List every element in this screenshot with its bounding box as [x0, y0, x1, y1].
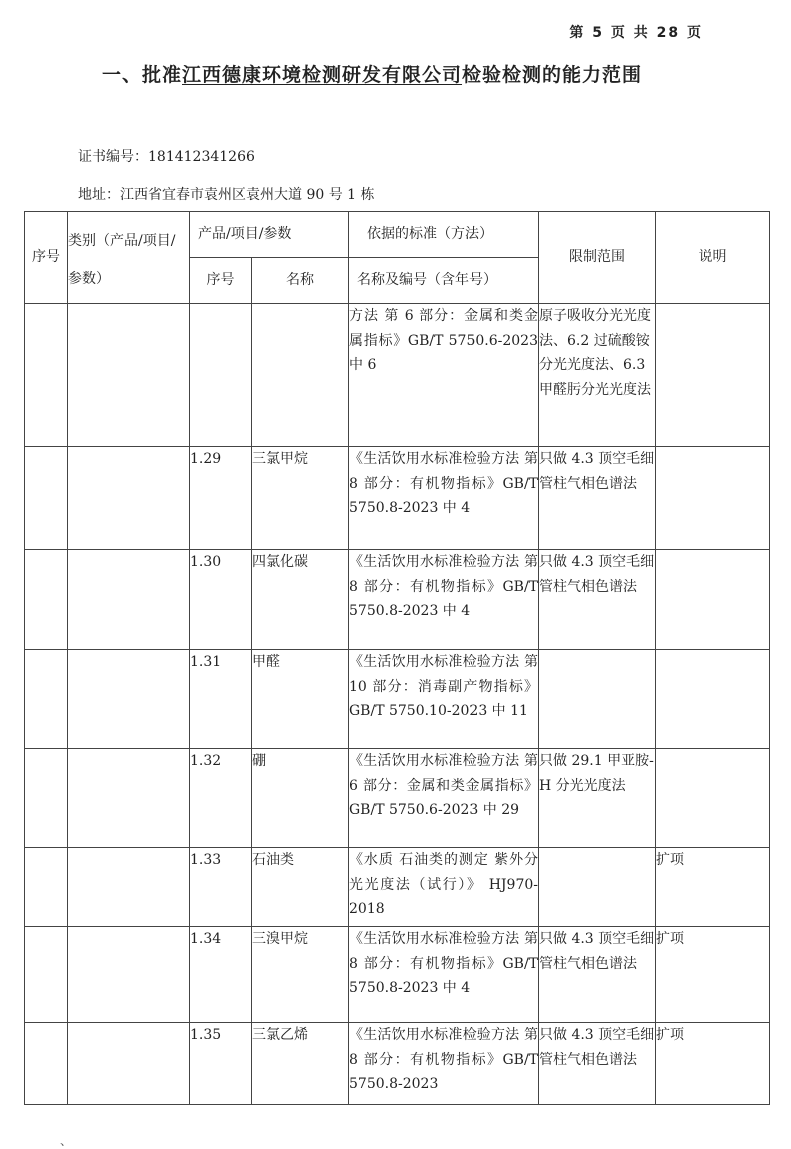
- row-note: [656, 650, 770, 749]
- row-note: [656, 749, 770, 848]
- table-row: [25, 1023, 770, 1105]
- row-seq: [25, 447, 68, 550]
- row-category: [68, 848, 190, 927]
- row-name: 甲醛: [252, 650, 349, 749]
- row-category: [68, 650, 190, 749]
- certificate-number: 证书编号：181412341266: [78, 149, 255, 165]
- row-no: 1.32: [190, 749, 252, 848]
- table-row: [25, 447, 770, 550]
- row-seq: [25, 304, 68, 447]
- title-suffix: 检验检测的能力范围: [462, 64, 643, 86]
- row-name: 三氯甲烷: [252, 447, 349, 550]
- row-category: [68, 749, 190, 848]
- row-limit: 原子吸收分光光度法、6.2 过硫酸铵分光光度法、6.3 甲醛肟分光光度法: [539, 304, 656, 447]
- header-standard-group: 依据的标准（方法）: [349, 212, 539, 258]
- header-note: 说明: [656, 212, 770, 304]
- footer-mark: 、: [60, 1134, 73, 1148]
- row-name: 四氯化碳: [252, 550, 349, 650]
- row-no: 1.30: [190, 550, 252, 650]
- row-no: 1.31: [190, 650, 252, 749]
- table-row: [25, 304, 770, 447]
- header-category: 类别（产品/项目/参数）: [68, 212, 190, 304]
- row-seq: [25, 749, 68, 848]
- header-sub-seq: 序号: [190, 258, 252, 304]
- row-note: [656, 304, 770, 447]
- row-limit: 只做 4.3 顶空毛细管柱气相色谱法: [539, 927, 656, 1023]
- row-standard: 《生活饮用水标准检验方法 第 10 部分：消毒副产物指标》GB/T 5750.10-2023 中 11: [349, 650, 539, 749]
- table-row: [25, 550, 770, 650]
- row-limit: 只做 4.3 顶空毛细管柱气相色谱法: [539, 550, 656, 650]
- row-standard: 《水质 石油类的测定 紫外分光光度法（试行）》 HJ970-2018: [349, 848, 539, 927]
- row-limit: [539, 848, 656, 927]
- row-name: 石油类: [252, 848, 349, 927]
- row-standard: 《生活饮用水标准检验方法 第 8 部分：有机物指标》GB/T 5750.8-2023: [349, 1023, 539, 1105]
- row-name: 硼: [252, 749, 349, 848]
- row-standard: 《生活饮用水标准检验方法 第 6 部分：金属和类金属指标》GB/T 5750.6-2023 中 29: [349, 749, 539, 848]
- row-limit: [539, 650, 656, 749]
- row-seq: [25, 550, 68, 650]
- header-product-group: 产品/项目/参数: [190, 212, 349, 258]
- table-row: [25, 650, 770, 749]
- row-standard: 《生活饮用水标准检验方法 第 8 部分：有机物指标》GB/T 5750.8-2023 中 4: [349, 927, 539, 1023]
- row-category: [68, 1023, 190, 1105]
- row-name: 三溴甲烷: [252, 927, 349, 1023]
- table-row: [25, 927, 770, 1023]
- row-no: 1.29: [190, 447, 252, 550]
- row-note: [656, 447, 770, 550]
- header-name: 名称: [252, 258, 349, 304]
- row-seq: [25, 927, 68, 1023]
- table-row: [25, 749, 770, 848]
- row-limit: 只做 4.3 顶空毛细管柱气相色谱法: [539, 1023, 656, 1105]
- row-note: 扩项: [656, 927, 770, 1023]
- page-title: [102, 60, 642, 87]
- row-note: 扩项: [656, 1023, 770, 1105]
- row-category: [68, 447, 190, 550]
- row-note: [656, 550, 770, 650]
- row-name: 三氯乙烯: [252, 1023, 349, 1105]
- page-indicator: 第 5 页 共 28 页: [569, 25, 703, 41]
- row-limit: 只做 4.3 顶空毛细管柱气相色谱法: [539, 447, 656, 550]
- title-organization: 江西德康环境检测研发有限公司: [182, 64, 463, 86]
- row-limit: 只做 29.1 甲亚胺-H 分光光度法: [539, 749, 656, 848]
- row-standard: 《生活饮用水标准检验方法 第 8 部分：有机物指标》GB/T 5750.8-2023 中 4: [349, 447, 539, 550]
- row-standard: 方法 第 6 部分：金属和类金属指标》GB/T 5750.6-2023 中 6: [349, 304, 539, 447]
- row-note: 扩项: [656, 848, 770, 927]
- address: 地址：江西省宜春市袁州区袁州大道 90 号 1 栋: [78, 187, 375, 203]
- row-no: [190, 304, 252, 447]
- row-seq: [25, 650, 68, 749]
- row-seq: [25, 848, 68, 927]
- title-prefix: 一、批准: [102, 64, 183, 86]
- row-name: [252, 304, 349, 447]
- row-standard: 《生活饮用水标准检验方法 第 8 部分：有机物指标》GB/T 5750.8-2023 中 4: [349, 550, 539, 650]
- row-no: 1.33: [190, 848, 252, 927]
- header-limit: 限制范围: [539, 212, 656, 304]
- capability-table: [24, 211, 770, 1105]
- row-no: 1.35: [190, 1023, 252, 1105]
- table-row: [25, 848, 770, 927]
- row-seq: [25, 1023, 68, 1105]
- header-seq: 序号: [25, 212, 68, 304]
- row-category: [68, 927, 190, 1023]
- header-standard-sub: 名称及编号（含年号）: [349, 258, 539, 304]
- row-category: [68, 550, 190, 650]
- row-category: [68, 304, 190, 447]
- row-no: 1.34: [190, 927, 252, 1023]
